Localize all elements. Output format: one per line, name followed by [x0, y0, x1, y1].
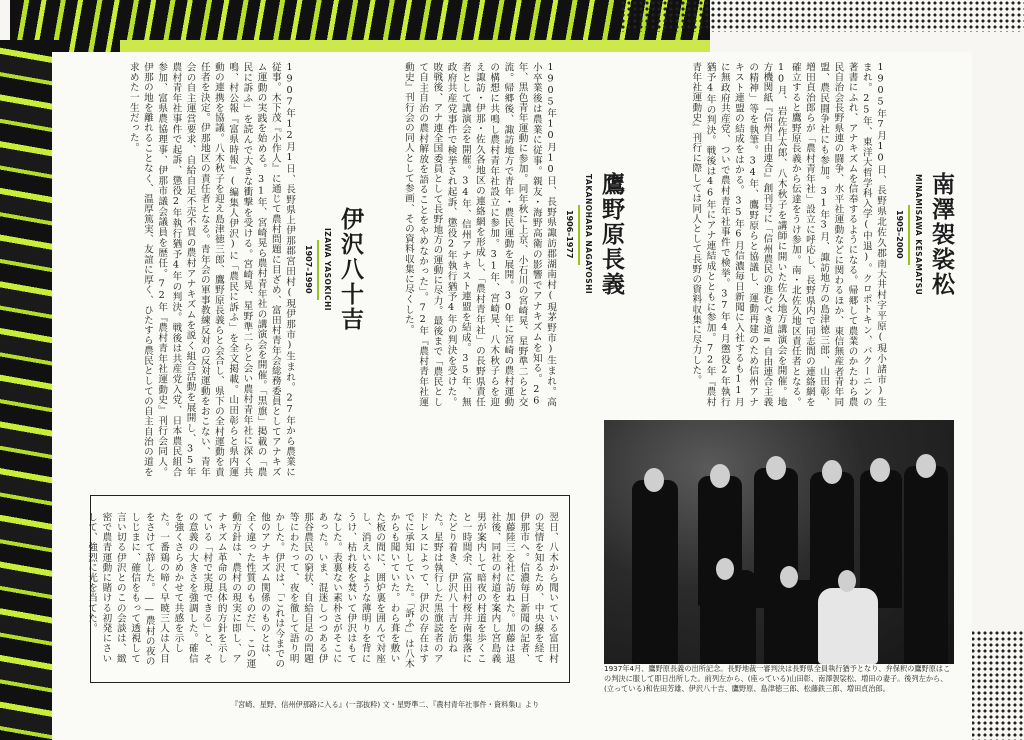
person-name: 伊沢八十吉	[337, 207, 364, 332]
excerpt-box	[86, 495, 570, 683]
bio-takanohara	[370, 62, 625, 407]
photo-face	[710, 464, 730, 488]
photo-face	[822, 460, 842, 484]
accent-rule	[317, 240, 319, 300]
excerpt-source: 『宮崎、星野、信州伊那路に入る』(一部抜粋) 文・星野準二、『農村青年社事件・資料集Ⅰ』より	[230, 700, 540, 709]
photo-figure	[764, 580, 820, 664]
photo-face	[716, 558, 734, 580]
bio-header	[304, 62, 364, 477]
bio-body: 1905年10月10日、長野県諏訪郡湖南村(現茅野市)生まれ。高小卒業後は農業に従事。親友・海野高衛の影響でアナキズムを知る。26年、黒色青年運動に参加。同年秋に上京、小石川の宮崎晃、星野準二らと交流。帰郷後、諏訪地方で青年・農民運動を展開。30年に宮崎の農村運動の構想に共鳴し農村青年社設立に参加。31年、宮崎晃、八木秋子らを迎え諏訪・伊那・佐久各地区の連絡網を形成し、「農村青年社」の長野県責任者として講演会を開催。34年、信州アナキスト連盟を結成。35年、無政府共産党事件で検挙され起訴、懲役2年執行猶予4年の判決を受けた。敗戦後、アナ連全国委員として長野地方の運動に尽力。最後まで「農民として自主自治の農村解放を語ることをやめなかった」。72年『農村青年社運動史』刊行会の同人として参画、その資料収集に尽くした。	[402, 62, 556, 407]
person-years: 1906–1977	[565, 210, 574, 259]
group-photo	[604, 420, 954, 664]
photo-face	[766, 456, 786, 480]
person-roman-name: IZAWA YASOKICHI	[323, 227, 332, 312]
photo-figure-light	[818, 588, 878, 664]
photo-face	[838, 570, 856, 592]
photo-figure	[632, 480, 678, 664]
person-years: 1905–2000	[895, 210, 904, 259]
accent-rule	[578, 205, 580, 265]
bio-header	[565, 62, 625, 407]
decorative-border-left	[0, 40, 60, 740]
person-years: 1907–1990	[304, 245, 313, 294]
bio-izawa	[68, 62, 364, 477]
photo-caption: 1937年4月、鷹野原長義の出所記念。長野地裁一審判決は長野県全員執行猶予となり、弁保釈の鷹野原はこの判決に服して即日出所した。前列左から、(座っている)山田彰、南澤袈裟松、増田の妻子。後列左から、(立っている)和佐田芳雄、伊沢八十吉、鷹野原、島津徳三郎、松藤鉄三郎、増田貞治郎。	[604, 664, 951, 693]
bio-body: 1907年12月1日、長野県上伊那郡宮田村(現伊那市)生まれ。27年から農業に従事。木下茂『小作人』に通じて農村問題に目ざめ、富田村青年会総務委員としてアナキズム運動の実践を始める。31年、宮崎晃ら農村青年社の講演会を開催。「黒旗」掲載の「農民に訴ふ」を読んで大きな衝撃を受ける。宮崎晃、星野準二らと会い農村青年社に深く共鳴、村公報『富県時報』(編集人伊沢)に「農民に訴ふ」を全文掲載。山田彰らと県内運動の連携を協議。八木秋子を迎え島津徳三郎、鷹野原長義らと会合し、県下の全村運動を責任者を決定。伊那地区の責任者となる。青年会の軍事教練反対の反対運動をおこない、青年会の自主運営要求、自給自足不売不買の農村アナキズムを説く組合活動を展開し、35年農村青年社事件で起訴、懲役2年執行猶予4年の判決。戦後は共産党入党、日本農民組合参加、富県農協理事、伊那市議会議員を歴任。72年『農村青年社運動史』刊行会同人。伊那の地を離れることなく、温厚篤実、友誼に厚く、ひたすら農民としての自主自治の道を求めた一生だった。	[127, 62, 295, 477]
photo-figure	[700, 570, 756, 664]
person-name: 鷹野原長義	[598, 172, 625, 297]
accent-rule	[908, 205, 910, 265]
person-name: 南澤袈裟松	[928, 172, 955, 297]
excerpt-text: 翌日、八木から聞いている富田村の実情を知るため、中央線を経て伊那市へ。信濃毎日新聞の記者、加藤陸三を社に訪ねた。加藤は退社後、同社の村道を案内し宮島義男が案内して暗夜の村道を歩くこと一時間余、富田村桜井南集落にたどり着き、伊沢八十吉を訪ねた。星野は執行した黒旗読者のアドレスによって、伊沢の存在はすでに承知していた。「訴ふ」は八木からも聞いていた。わら葺を敷いた板の間に、囲炉裏を囲んで対座し、消えいるような薄明りを背にうけ、枯れ枝を焚いて伊沢はもてなした。表裏ない素朴さがそこにあった。いま、混迷しつつある伊那谷農民の窮状、自給自足の問題等にわたって、夜を徹して語り明かした。伊沢は、「これは今までの他のアナキズム関係のものとは、全く違った性質のものだ」、この運動方針は、農村の現実に即し、アナキズム革命の具体的方針を示している「村で実現できる」と、その意義の大きさを強調した。確信を強くさらめかせて共感を示した。一番鶏の啼く早暁三人は人目をさけて辞した。——農村の夜のしじまに、確信をもって透視して言い切る伊沢とのこの会談は、緻密で農青運動に賭ける初発にさいして、強烈に光を当てた。	[86, 512, 558, 669]
photo-figure	[904, 466, 948, 664]
halftone-dots-bottom	[970, 630, 1024, 740]
person-roman-name: TAKANOHARA NAGAYOSHI	[584, 174, 593, 295]
photo-face	[870, 458, 890, 482]
bio-header	[895, 62, 955, 407]
photo-face	[780, 566, 798, 588]
bio-minamisawa	[635, 62, 955, 407]
person-roman-name: MINAMISAWA KESAMATSU	[914, 173, 923, 296]
photo-face	[916, 454, 936, 478]
halftone-dots-top	[620, 0, 1024, 32]
bio-body: 1905年7月10日、長野県北佐久郡南大井村字平原(現小諸市)生まれ。25年、東洋大哲学科入学(中退)。クロポトキン、バクーニンの著書にふれ、アナキズムを信奉するようになる。帰郷して農業のかたわら農民自治会長野県連の闘争、水平社運動などに関わるほか、東信無産者青年同盟、農民闘争社にも参加。31年3月、諏訪地方の島津徳三郎、山田彰、増田貞治郎らが「農村青年社」設立に呼応し、長野県内で同志間の連絡網を確立すると鷹野原長義から伝達をうけ参加。南・北佐久地区責任者となる。10月、岩佐作太郎、八木秋子を講師に開いた佐久地方講演会を開催。地方機関紙『信州自由連合』創刊号に「信州農民の進むべき道=自由連合主義の精神」等を執筆。34年、鷹野原らと協議し、運動再建のため信州アナキスト連盟の結成をはかる。35年6月信濃毎日新聞に入社するも11月に無政府共産党、ついで農村青年社事件で検挙。37年4月懲役2年執行猶予4年の判決。戦後は46年にアナ連結成とともに参加。72年『農村青年社運動史』刊行に際しては同人として長野の資料収集に尽力した。	[690, 62, 886, 407]
photo-face	[644, 468, 664, 492]
